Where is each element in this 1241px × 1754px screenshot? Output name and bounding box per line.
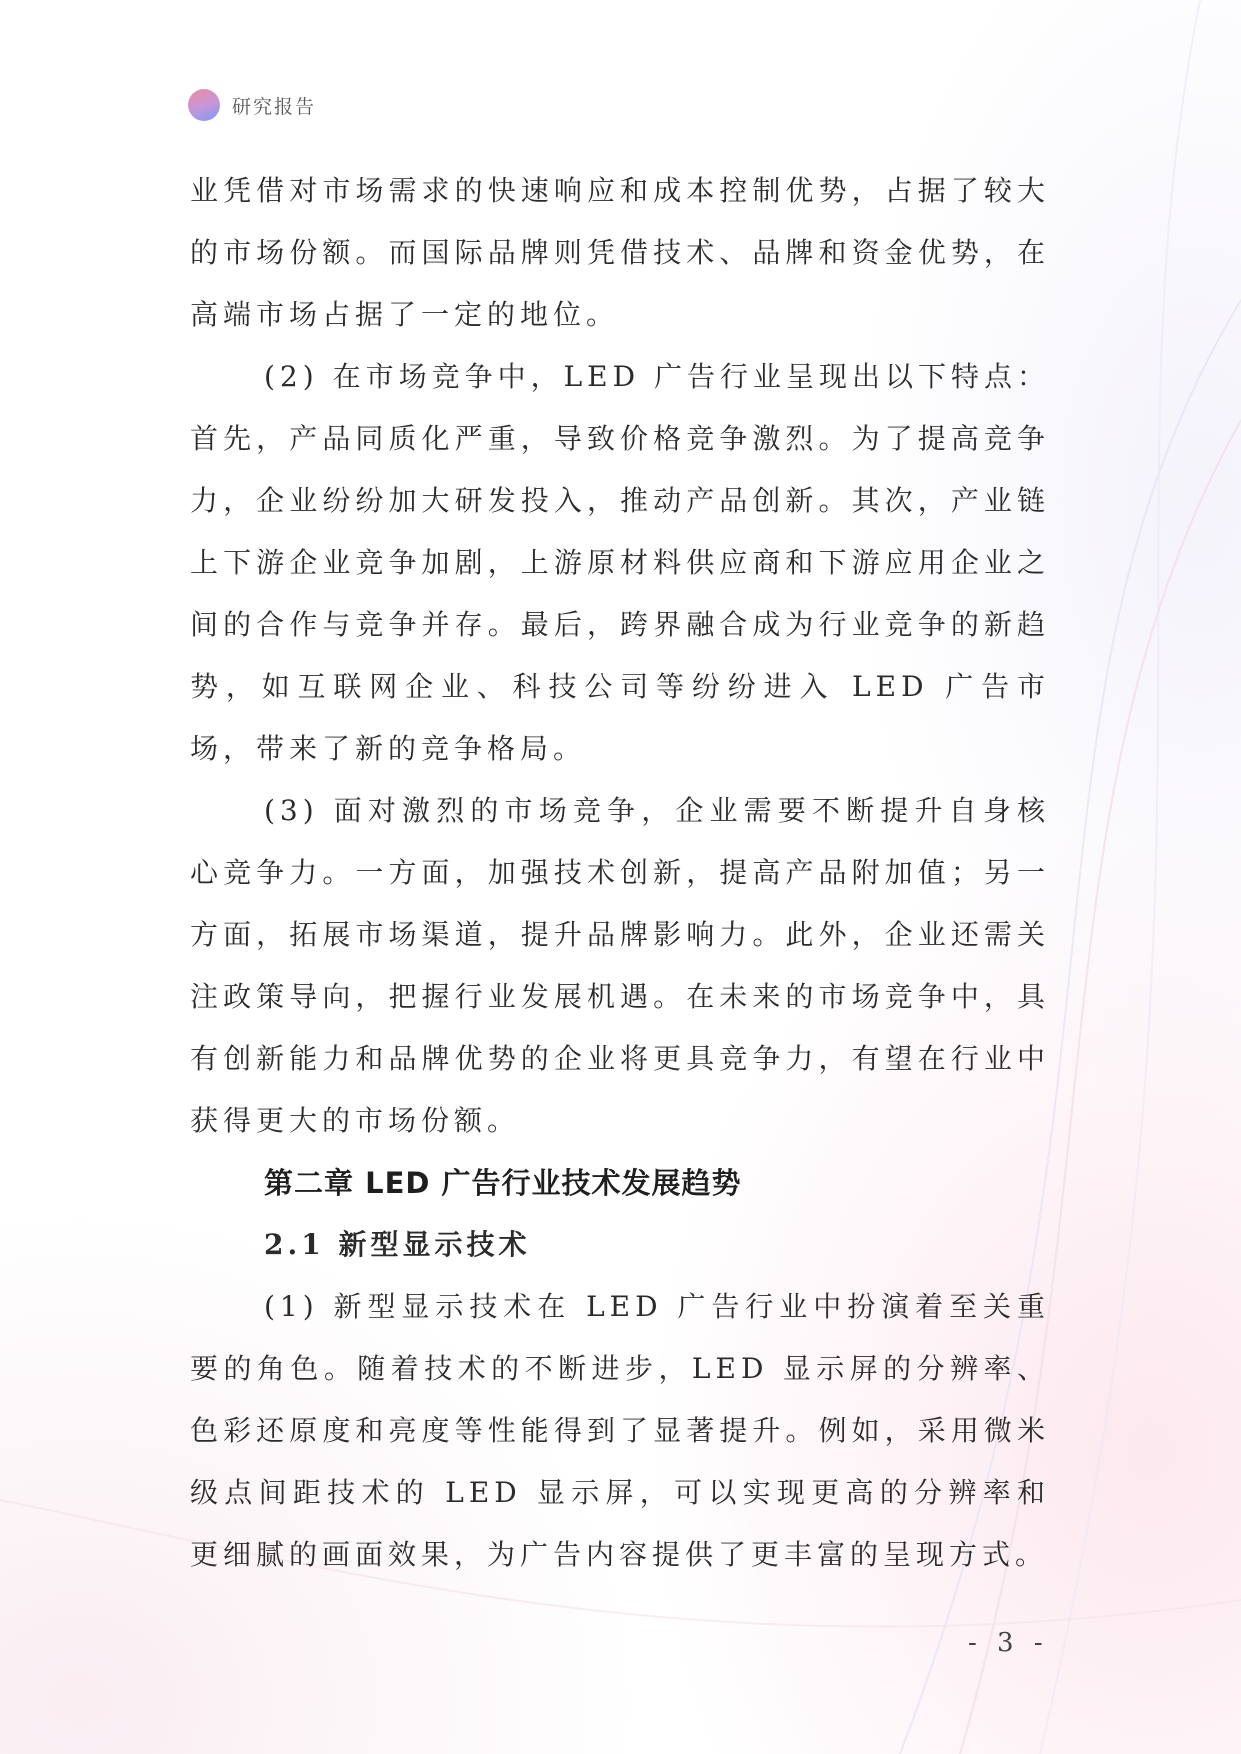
section-paragraph-1: (1) 新型显示技术在 LED 广告行业中扮演着至关重要的角色。随着技术的不断进步，LED 显示屏的分辨率、色彩还原度和亮度等性能得到了显著提升。例如，采用微米级点间距技术的 LED 显示屏，可以实现更高的分辨率和更细腻的画面效果，为广告内容提供了更丰富的呈现方式。 — [190, 1290, 1050, 1571]
chapter-title: 第二章 LED 广告行业技术发展趋势 — [264, 1166, 742, 1200]
paragraph-continued: 业凭借对市场需求的快速响应和成本控制优势，占据了较大的市场份额。而国际品牌则凭借技术、品牌和资金优势，在高端市场占据了一定的地位。 — [190, 174, 1050, 331]
header-title: 研究报告 — [232, 95, 317, 118]
page-number: - 3 - — [968, 1628, 1049, 1658]
logo-icon — [188, 89, 220, 121]
section-title: 2.1 新型显示技术 — [264, 1228, 531, 1261]
paragraph-2: (2) 在市场竞争中，LED 广告行业呈现出以下特点：首先，产品同质化严重，导致价格竞争激烈。为了提高竞争力，企业纷纷加大研发投入，推动产品创新。其次，产业链上下游企业竞争加剧，上游原材料供应商和下游应用企业之间的合作与竞争并存。最后，跨界融合成为行业竞争的新趋势，如互联网企业、科技公司等纷纷进入 LED 广告市场，带来了新的竞争格局。 — [190, 360, 1050, 765]
document-body — [190, 160, 1050, 1586]
paragraph-3: (3) 面对激烈的市场竞争，企业需要不断提升自身核心竞争力。一方面，加强技术创新，提高产品附加值；另一方面，拓展市场渠道，提升品牌影响力。此外，企业还需关注政策导向，把握行业发展机遇。在未来的市场竞争中，具有创新能力和品牌优势的企业将更具竞争力，有望在行业中获得更大的市场份额。 — [190, 794, 1050, 1137]
report-header — [188, 88, 316, 122]
